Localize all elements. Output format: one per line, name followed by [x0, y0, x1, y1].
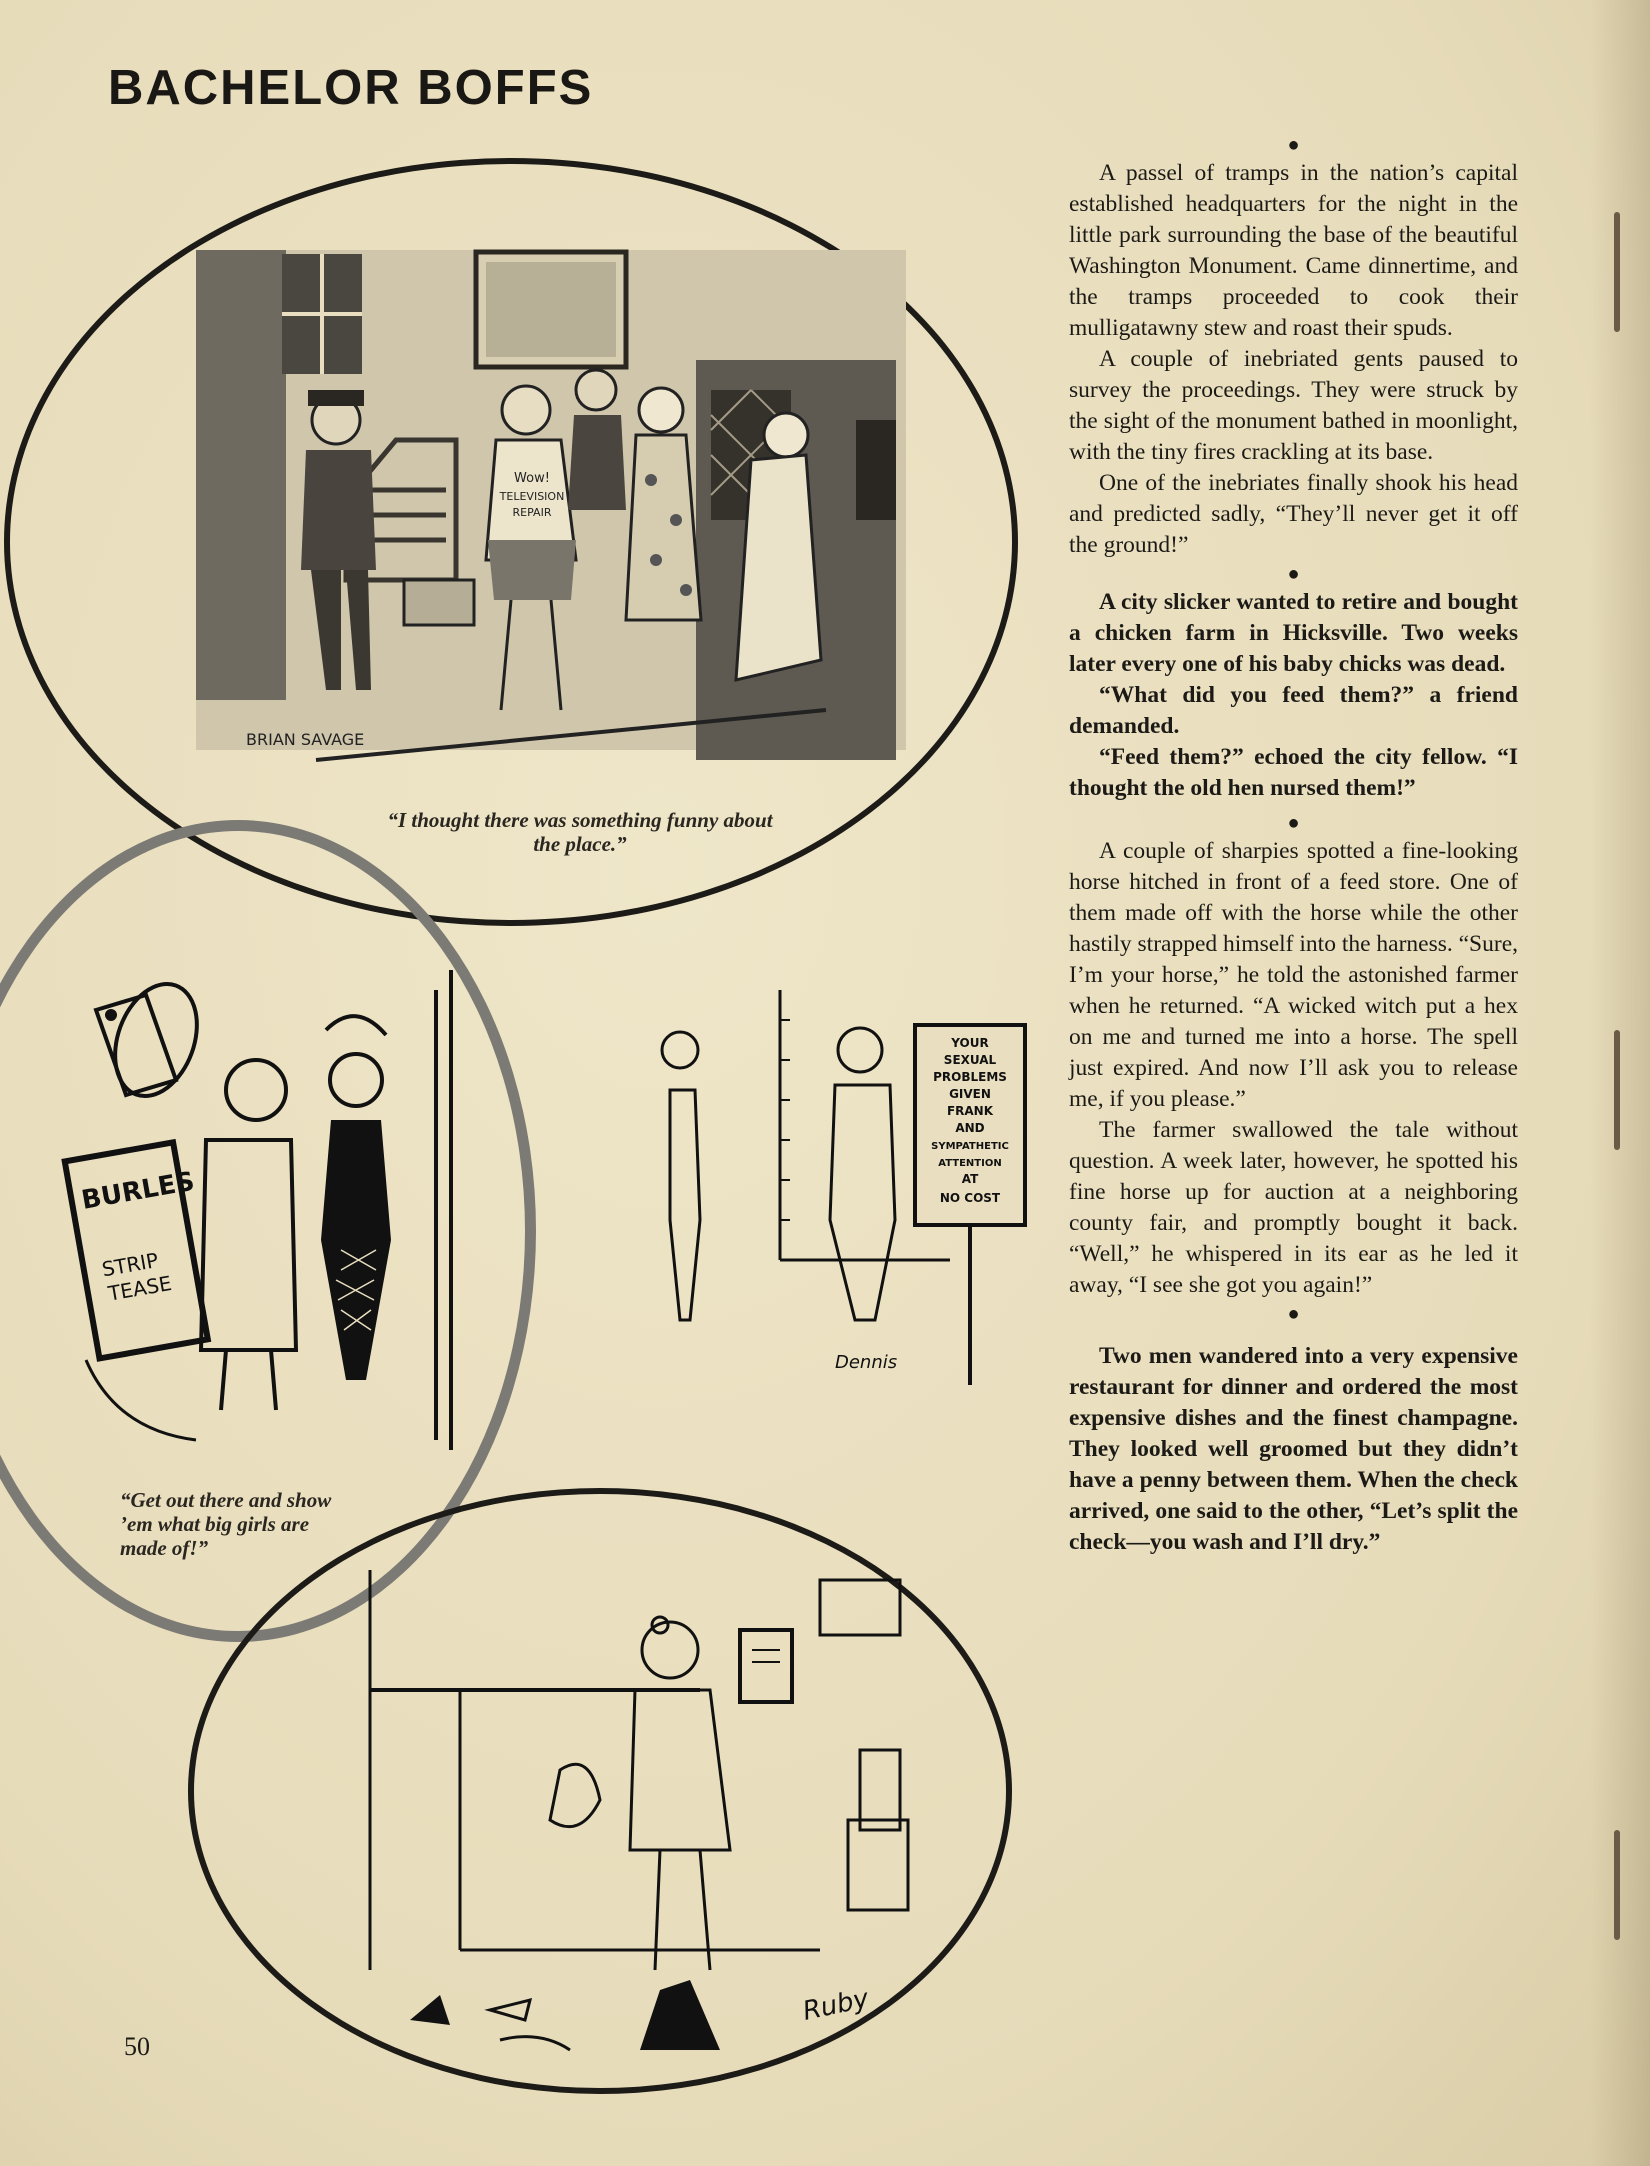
binding-gutter [1590, 0, 1650, 2166]
joke-restaurant [1069, 1341, 1518, 1558]
cartoon-caption-top: “I thought there was something funny about the place.” [387, 808, 773, 856]
jokes-column [1069, 132, 1518, 1558]
joke-paragraph: A passel of tramps in the nation’s capital established headquarters for the night in the little park surrounding the base of the beautiful Washington Monument. Came dinnertime, and the tramps proceeded to cook their mulligatawny stew and roast their spuds. [1069, 160, 1518, 341]
shirt-text-1: Wow! [514, 471, 550, 486]
artist-signature-bottom: Ruby [800, 1983, 872, 2027]
sign-text-2: SEXUAL [943, 1053, 997, 1067]
joke-paragraph: A city slicker wanted to retire and bought a chicken farm in Hicksville. Two weeks later every one of his baby chicks was dead. [1069, 589, 1518, 677]
sign-text-8: ATTENTION [938, 1158, 1002, 1169]
binding-mark [1614, 212, 1620, 332]
shirt-text-3: REPAIR [512, 506, 552, 519]
second-policeman-figure [568, 370, 626, 510]
sign-board [915, 1025, 1025, 1385]
joke-paragraph: A couple of sharpies spotted a fine-looking horse hitched in front of a feed store. One of them made off with the horse while the other hastily strapped himself into the harness. “Sure, I’m your horse,” he told the astonished farmer when he returned. “A wicked witch put a hex on me and turned me into a horse. The spell just expired. And now I’ll ask you to release me, if you please.” [1069, 838, 1519, 1112]
laundry-items [410, 1980, 720, 2050]
sign-text-9: AT [961, 1172, 979, 1186]
joke-separator: ● [1287, 563, 1300, 585]
cartoon-sign [630, 990, 1050, 1420]
sign-text-3: PROBLEMS [933, 1070, 1007, 1084]
joke-separator: ● [1287, 1303, 1300, 1325]
joke-paragraph: Two men wandered into a very expensive restaurant for dinner and ordered the most expensive dishes and the finest champagne. They looked well groomed but they didn’t have a penny between them. When the check arrived, one said to the other, “Let’s split the check—you wash and I’ll dry.” [1069, 1343, 1518, 1555]
diploma-frame-icon [740, 1630, 792, 1702]
binding-mark [1614, 1030, 1620, 1150]
chair-icon [848, 1750, 908, 1910]
sign-text-10: NO COST [939, 1191, 1001, 1205]
cartoon-laundry [300, 1550, 920, 2070]
joke-paragraph: One of the inebriates finally shook his head and predicted sadly, “They’ll never get it off the ground!” [1069, 470, 1518, 558]
spotlight-icon [96, 973, 212, 1108]
joke-paragraph: A couple of inebriated gents paused to survey the proceedings. They were struck by the sight of the monument bathed in moonlight, with the tiny fires crackling at its base. [1069, 346, 1518, 465]
binding-mark [1614, 1830, 1620, 1940]
sign-text-4: GIVEN [949, 1087, 991, 1101]
window-icon [282, 254, 362, 374]
poster-text-3: TEASE [106, 1271, 174, 1306]
woman-walking-figure [662, 1032, 700, 1320]
artist-signature-right: Dennis [835, 1352, 898, 1373]
sign-text-5: FRANK [946, 1104, 994, 1118]
page-number: 50 [124, 2032, 150, 2061]
joke-paragraph: “What did you feed them?” a friend demanded. [1069, 682, 1518, 739]
cartoon-burlesque [56, 970, 506, 1470]
joke-monument [1069, 158, 1518, 561]
shirt-text-2: TELEVISION [499, 490, 565, 503]
poster-text-2: STRIP [100, 1247, 161, 1282]
cartoon-tv-repair [196, 240, 906, 780]
joke-separator: ● [1287, 134, 1300, 156]
sign-text-6: AND [955, 1121, 985, 1135]
manager-figure [201, 1060, 296, 1410]
burlesque-poster [65, 1140, 222, 1358]
joke-separator: ● [1287, 812, 1300, 834]
joke-paragraph: “Feed them?” echoed the city fellow. “I thought the old hen nursed them!” [1069, 744, 1518, 801]
sign-text-1: YOUR [951, 1036, 989, 1050]
joke-chickens [1069, 587, 1518, 804]
joke-paragraph: The farmer swallowed the tale without question. A week later, however, he spotted his fine horse up for auction at a neighboring county fair, and promptly bought it back. “Well,” he whispered in its ear as he led it away, “I see she got you again!” [1069, 1117, 1518, 1298]
sign-text-7: SYMPATHETIC [931, 1141, 1009, 1152]
cartoon-caption-middle: “Get out there and show ’em what big girls are made of!” [120, 1488, 332, 1560]
page-title: BACHELOR BOFFS [108, 61, 594, 115]
doctor-figure [630, 1617, 730, 1970]
joke-horse [1069, 836, 1518, 1301]
poster-text-1: BURLES [79, 1166, 197, 1216]
man-leaning-figure [830, 1028, 895, 1320]
showgirl-figure [321, 1016, 391, 1380]
artist-signature-top: BRIAN SAVAGE [246, 730, 365, 749]
